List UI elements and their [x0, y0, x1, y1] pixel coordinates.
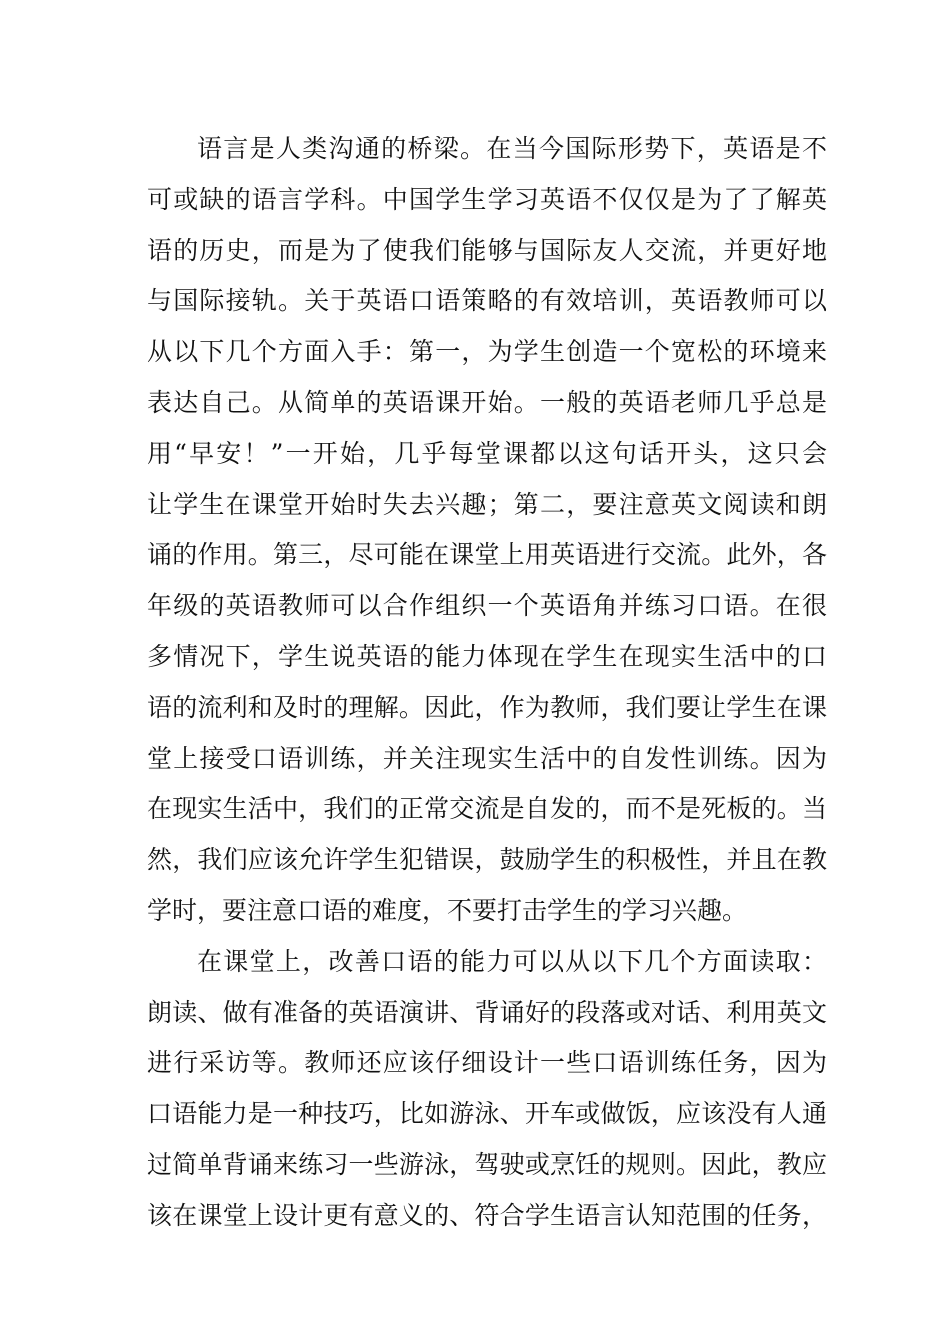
paragraph-1 — [147, 124, 827, 937]
paragraph-line: 诵的作用。第三，尽可能在课堂上用英语进行交流。此外，各 — [147, 540, 827, 570]
paragraph-line: 进行采访等。教师还应该仔细设计一些口语训练任务，因为 — [147, 1048, 827, 1078]
paragraph-line: 朗读、做有准备的英语演讲、背诵好的段落或对话、利用英文 — [147, 997, 827, 1027]
paragraph-line: 该在课堂上设计更有意义的、符合学生语言认知范围的任务， — [147, 1200, 827, 1230]
paragraph-line: 多情况下，学生说英语的能力体现在学生在现实生活中的口 — [147, 641, 827, 671]
paragraph-2 — [147, 937, 827, 1242]
paragraph-line: 学时，要注意口语的难度，不要打击学生的学习兴趣。 — [147, 895, 748, 925]
paragraph-line: 然，我们应该允许学生犯错误，鼓励学生的积极性，并且在教 — [147, 845, 827, 875]
paragraph-line: 从以下几个方面入手：第一，为学生创造一个宽松的环境来 — [147, 337, 827, 367]
paragraph-line: 语的历史，而是为了使我们能够与国际友人交流，并更好地 — [147, 235, 827, 265]
paragraph-line: 与国际接轨。关于英语口语策略的有效培训，英语教师可以 — [147, 286, 827, 316]
paragraph-line: 语言是人类沟通的桥梁。在当今国际形势下，英语是不 — [197, 134, 827, 163]
paragraph-line: 过简单背诵来练习一些游泳，驾驶或烹饪的规则。因此，教应 — [147, 1149, 827, 1179]
paragraph-line: 表达自己。从简单的英语课开始。一般的英语老师几乎总是 — [147, 387, 827, 417]
paragraph-line: 语的流利和及时的理解。因此，作为教师，我们要让学生在课 — [147, 692, 827, 722]
paragraph-line: 在现实生活中，我们的正常交流是自发的，而不是死板的。当 — [147, 794, 827, 824]
paragraph-line: 可或缺的语言学科。中国学生学习英语不仅仅是为了了解英 — [147, 184, 827, 214]
paragraph-line: 口语能力是一种技巧，比如游泳、开车或做饭，应该没有人通 — [147, 1099, 827, 1129]
paragraph-line: 堂上接受口语训练，并关注现实生活中的自发性训练。因为 — [147, 743, 827, 773]
paragraph-line: 年级的英语教师可以合作组织一个英语角并练习口语。在很 — [147, 591, 827, 621]
paragraph-line: 让学生在课堂开始时失去兴趣；第二，要注意英文阅读和朗 — [147, 489, 827, 519]
paragraph-line: 用“早安！”一开始，几乎每堂课都以这句话开头，这只会 — [147, 438, 827, 468]
paragraph-line: 在课堂上，改善口语的能力可以从以下几个方面读取： — [197, 946, 827, 976]
document-body — [147, 124, 827, 1242]
